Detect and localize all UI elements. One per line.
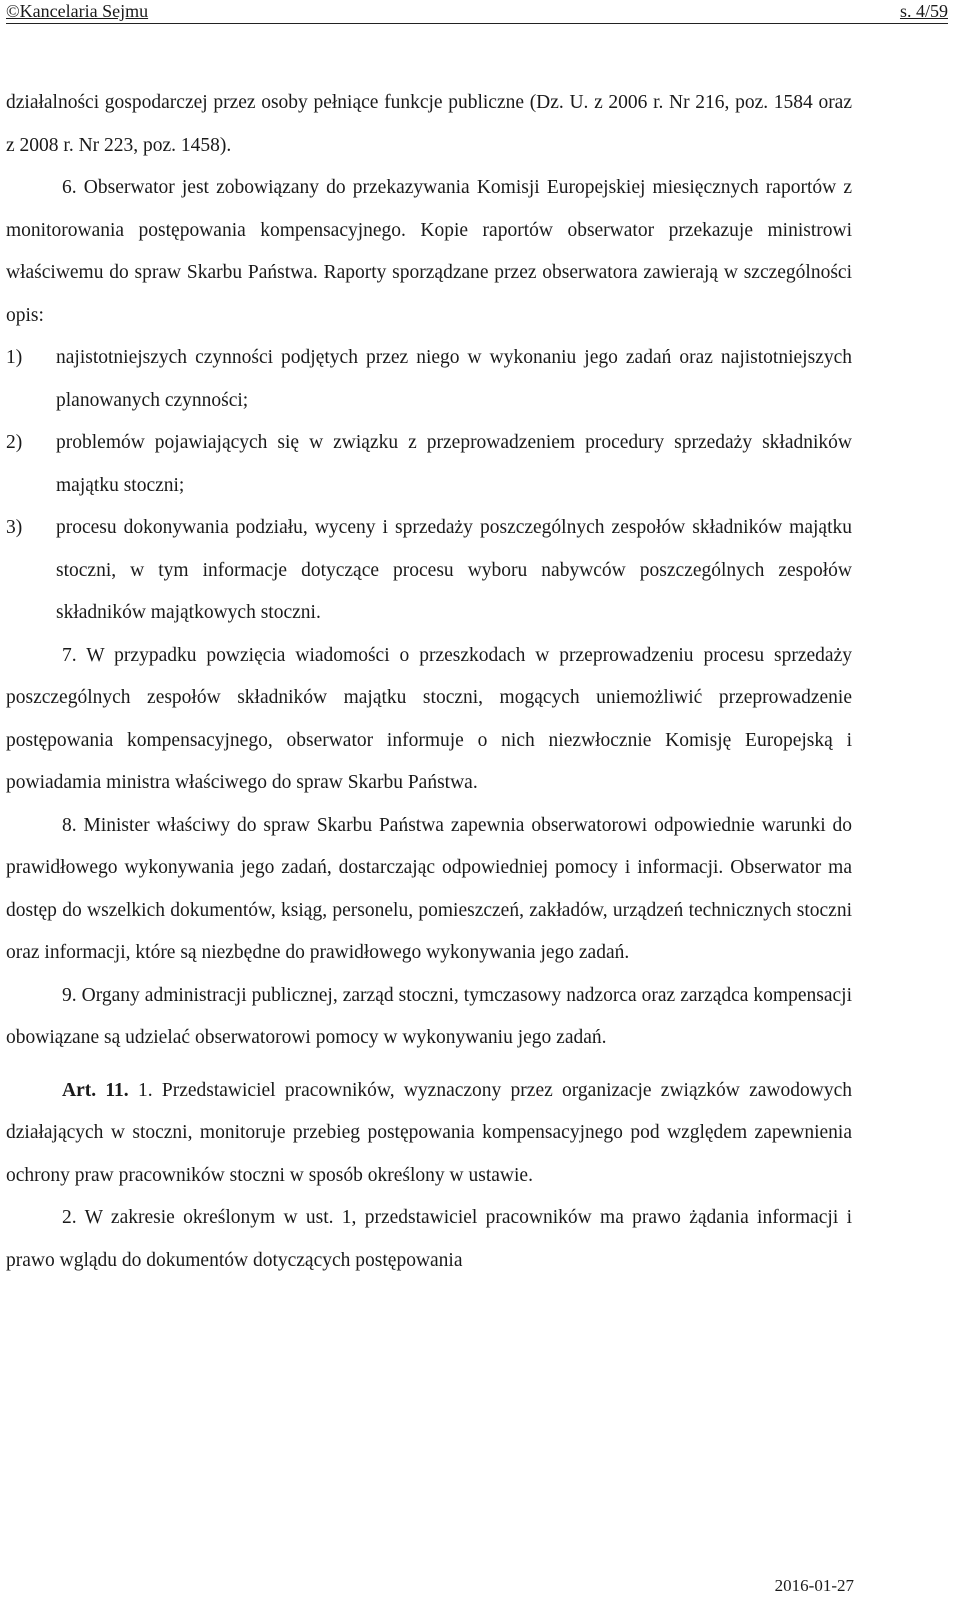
paragraph-7: 7. W przypadku powzięcia wiadomości o przeszkodach w przeprowadzeniu procesu sprzedaży poszczególnych zespołów składników majątku stoczni, mogących uniemożliwić przeprowadzenie postępowania kompensacyjnego, obserwator informuje o nich niezwłocznie Komisję Europejską i powiadamia ministra właściwego do spraw Skarbu Państwa. <box>6 644 852 793</box>
article-11-text: 1. Przedstawiciel pracowników, wyznaczony przez organizacje związków zawodowych działających w stoczni, monitoruje przebieg postępowania kompensacyjnego pod względem zapewnienia ochrony praw pracowników stoczni w sposób określony w ustawie. <box>6 1079 853 1186</box>
list-item <box>6 422 852 507</box>
paragraph-continuation: działalności gospodarczej przez osoby pełniące funkcje publiczne (Dz. U. z 2006 r. Nr 216, poz. 1584 oraz z 2008 r. Nr 223, poz. 1458). <box>6 92 852 156</box>
document-body <box>6 82 852 1282</box>
article-spacer <box>6 1060 852 1070</box>
header-page-number: s. 4/59 <box>899 1 948 21</box>
article-number: Art. 11. <box>62 1079 129 1101</box>
header-divider <box>6 23 948 24</box>
paragraph-8: 8. Minister właściwy do spraw Skarbu Państwa zapewnia obserwatorowi odpowiednie warunki do prawidłowego wykonywania jego zadań, dostarczając odpowiedniej pomocy i informacji. Obserwator ma dostęp do wszelkich dokumentów, ksiąg, personelu, pomieszczeń, zakładów, urządzeń technicznych stoczni oraz informacji, które są niezbędne do prawidłowego wykonywania jego zadań. <box>6 814 852 963</box>
list-item-text: problemów pojawiających się w związku z przeprowadzeniem procedury sprzedaży składników majątku stoczni; <box>56 432 852 496</box>
list-item-number: 3) <box>6 517 23 538</box>
paragraph-6: 6. Obserwator jest zobowiązany do przekazywania Komisji Europejskiej miesięcznych raportów z monitorowania postępowania kompensacyjnego. Kopie raportów obserwator przekazuje ministrowi właściwemu do spraw Skarbu Państwa. Raporty sporządzane przez obserwatora zawierają w szczególności opis: <box>6 177 852 326</box>
list-item-number: 1) <box>6 347 23 368</box>
list-item <box>6 507 852 635</box>
article-11 <box>6 1070 852 1198</box>
list-item-text: procesu dokonywania podziału, wyceny i sprzedaży poszczególnych zespołów składników majątku stoczni, w tym informacje dotyczące procesu wyboru nabywców poszczególnych zespołów składników majątkowych stoczni. <box>56 517 852 623</box>
list-item-number: 2) <box>6 432 23 453</box>
header-source: ©Kancelaria Sejmu <box>6 1 149 21</box>
list-item <box>6 337 852 422</box>
footer-date: 2016-01-27 <box>774 1576 854 1595</box>
article-11-paragraph-2: 2. W zakresie określonym w ust. 1, przedstawiciel pracowników ma prawo żądania informacji i prawo wglądu do dokumentów dotyczących postępowania <box>6 1207 852 1271</box>
paragraph-9: 9. Organy administracji publicznej, zarząd stoczni, tymczasowy nadzorca oraz zarządca kompensacji obowiązane są udzielać obserwatorowi pomocy w wykonywaniu jego zadań. <box>6 984 852 1048</box>
list-item-text: najistotniejszych czynności podjętych przez niego w wykonaniu jego zadań oraz najistotniejszych planowanych czynności; <box>56 347 852 411</box>
